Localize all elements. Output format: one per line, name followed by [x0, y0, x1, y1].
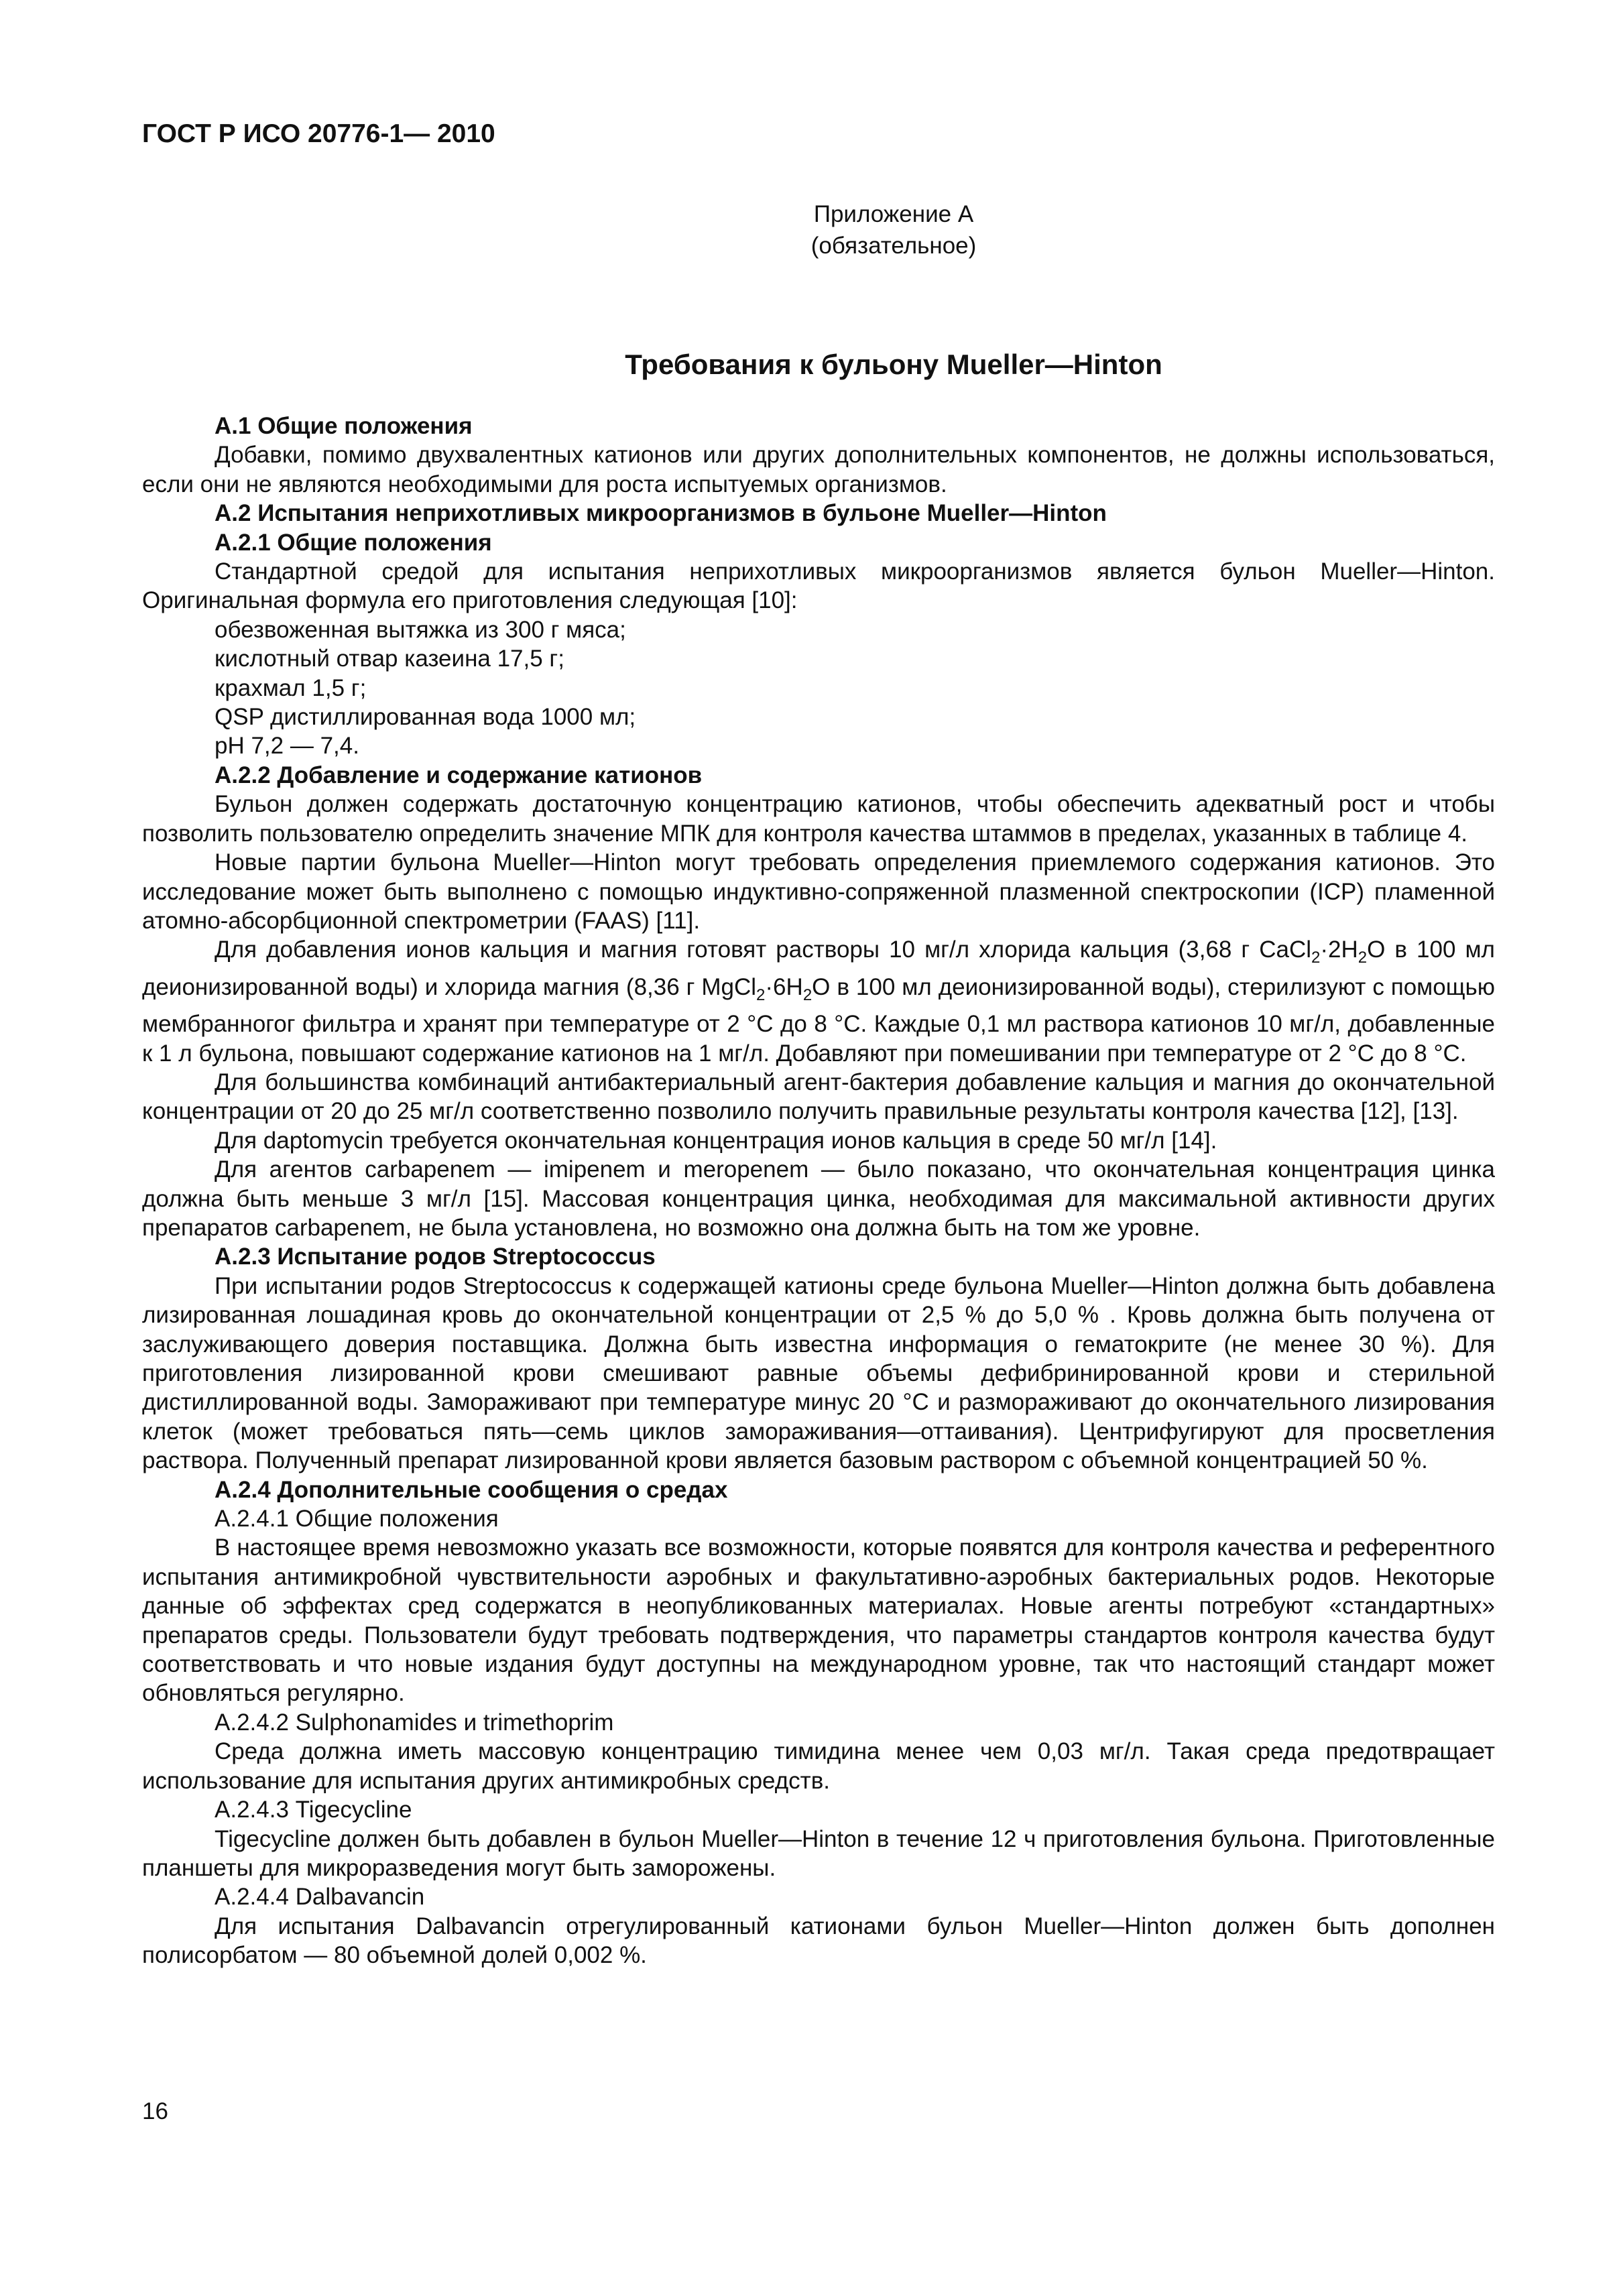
document-id-header: ГОСТ Р ИСО 20776-1— 2010 — [142, 119, 495, 148]
formula-item: pH 7,2 — 7,4. — [215, 733, 359, 760]
text-run: O в 100 мл деионизированной воды), стерилизуют с помощью мембранногог фильтра и хранят при температуре от 2 °С до 8 °С. Каждые 0,1 мл раствора катионов 10 мг/л, добавленные к 1 л бульона, повышают содержание катионов на 1 мг/л. Добавляют при помешивании при температуре от 2 °С до 8 °С. — [142, 973, 1495, 1067]
text-run: Для добавления ионов кальция и магния готовят растворы 10 мг/л хлорида кальция (3,68 г CaCl — [215, 936, 1312, 963]
paragraph-a244: Для испытания Dalbavancin отрегулированный катионами бульон Mueller—Hinton должен быть дополнен полисорбатом — 80 объемной долей 0,002 %. — [142, 1913, 1495, 1969]
paragraph-a21: Стандартной средой для испытания неприхотливых микроорганизмов является бульон Mueller—Hinton. Оригинальная формула его приготовления следующая [10]: — [142, 558, 1495, 614]
paragraph-a22-4: Для большинства комбинаций антибактериальный агент-бактерия добавление кальция и магния до окончательной концентрации от 20 до 25 мг/л соответственно позволило получить правильные результаты контроля качества [12], [13]. — [142, 1069, 1495, 1125]
paragraph-a243: Tigecycline должен быть добавлен в бульон Mueller—Hinton в течение 12 ч приготовления бульона. Приготовленные планшеты для микроразведения могут быть заморожены. — [142, 1825, 1495, 1881]
formula-item: QSP дистиллированная вода 1000 мл; — [215, 704, 636, 731]
paragraph-a242: Среда должна иметь массовую концентрацию тимидина менее чем 0,03 мг/л. Такая среда предотвращает использование для испытания других антимикробных средств. — [142, 1738, 1495, 1794]
paragraph-a23: При испытании родов Streptococcus к содержащей катионы среде бульона Mueller—Hinton должна быть добавлена лизированная лошадиная кровь до окончательной концентрации от 2,5 % до 5,0 % . Кровь должна быть получена от заслуживающего доверия поставщика. Должна быть известна информация о гематокрите (не менее 30 %). Для приготовления лизированной крови смешивают равные объемы дефибринированной крови и стерильной дистиллированной воды. Замораживают при температуре минус 20 °С и размораживают до окончательного лизирования клеток (может требоваться пять—семь циклов замораживания—оттаивания). Центрифугируют для просветления раствора. Полученный препарат лизированной крови является базовым раствором с объемной концентрацией 50 %. — [142, 1272, 1495, 1474]
subsection-heading-a244: А.2.4.4 Dalbavancin — [215, 1884, 425, 1911]
page-title — [0, 349, 1623, 381]
subsection-heading-a243: А.2.4.3 Tigecycline — [215, 1797, 412, 1823]
formula-item: крахмал 1,5 г; — [215, 674, 367, 701]
subsection-heading-a242: А.2.4.2 Sulphonamides и trimethoprim — [215, 1709, 614, 1736]
text-run: O в 100 мл деионизированной воды) и хлорида магния (8,36 г MgCl — [142, 936, 1495, 1000]
page-title-text: Требования к бульону Mueller—Hinton — [625, 349, 1162, 380]
section-heading-a1: А.1 Общие положения — [215, 413, 473, 439]
appendix-label — [0, 198, 1623, 261]
subsection-heading-a241: А.2.4.1 Общие положения — [215, 1506, 499, 1532]
section-heading-a2: А.2 Испытания неприхотливых микроорганизмов в бульоне Mueller—Hinton — [215, 500, 1107, 527]
section-heading-a21: А.2.1 Общие положения — [215, 529, 492, 556]
formula-item: кислотный отвар казеина 17,5 г; — [215, 646, 564, 672]
paragraph-a22-2: Новые партии бульона Mueller—Hinton могут требовать определения приемлемого содержания катионов. Это исследование может быть выполнено с помощью индуктивно-сопряженной плазменной спектроскопии (ICP) пламенной атомно-абсорбционной спектрометрии (FAAS) [11]. — [142, 849, 1495, 934]
paragraph-a241: В настоящее время невозможно указать все возможности, которые появятся для контроля качества и референтного испытания антимикробной чувствительности аэробных и факультативно-аэробных бактериальных родов. Некоторые данные об эффектах сред содержатся в неопубликованных материалах. Новые агенты потребуют «стандартных» препаратов среды. Пользователи будут требовать подтверждения, что параметры стандартов контроля качества будут соответствовать и что новые издания будут доступны на международном уровне, так что настоящий стандарт может обновляться регулярно. — [142, 1534, 1495, 1707]
section-heading-a24: А.2.4 Дополнительные сообщения о средах — [215, 1476, 728, 1503]
paragraph-a22-6: Для агентов carbapenem — imipenem и meropenem — было показано, что окончательная концентрация цинка должна быть меньше 3 мг/л [15]. Массовая концентрация цинка, необходимая для максимальной активности других препаратов carbapenem, не была установлена, но возможно она должна быть на том же уровне. — [142, 1156, 1495, 1241]
section-heading-a23: А.2.3 Испытание родов Streptococcus — [215, 1244, 656, 1270]
appendix-title: Приложение А — [813, 201, 974, 227]
appendix-status: (обязательное) — [810, 233, 977, 259]
paragraph-a22-1: Бульон должен содержать достаточную концентрацию катионов, чтобы обеспечить адекватный рост и чтобы позволить пользователю определить значение МПК для контроля качества штаммов в пределах, указанных в таблице 4. — [142, 791, 1495, 847]
section-heading-a22: А.2.2 Добавление и содержание катионов — [215, 762, 703, 788]
document-body — [142, 412, 1495, 1970]
formula-item: обезвоженная вытяжка из 300 г мяса; — [215, 616, 626, 643]
page-number: 16 — [142, 2098, 168, 2124]
text-run: ·2H — [1320, 936, 1358, 963]
paragraph-a1: Добавки, помимо двухвалентных катионов или других дополнительных компонентов, не должны использоваться, если они не являются необходимыми для роста испытуемых организмов. — [142, 442, 1495, 497]
paragraph-a22-5: Для daptomycin требуется окончательная концентрация ионов кальция в среде 50 мг/л [14]. — [215, 1127, 1217, 1154]
paragraph-a22-3: Для добавления ионов кальция и магния готовят растворы 10 мг/л хлорида кальция (3,68 г $CaCl_2\cdot 2H_2O$ в 100 мл деионизированной воды) и хлорида магния (8,36 г $MgCl_2\cdot 6H_2O$ в 100 мл деионизированной воды), стерилизуют с помощью мембранногог фильтра и хранят при температуре от 2 °С до 8 °С. Каждые 0,1 мл раствора катионов 10 мг/л, добавленные к 1 л бульона, повышают содержание катионов на 1 мг/л. Добавляют при помешивании при температуре от 2 °С до 8 °С. — [142, 936, 1495, 1067]
text-run: ·6H — [765, 973, 803, 1000]
